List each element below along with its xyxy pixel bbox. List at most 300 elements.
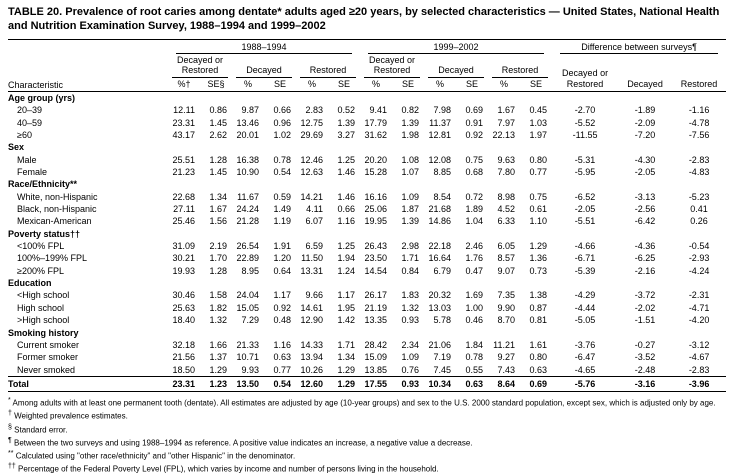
total-row — [8, 376, 726, 391]
value-cell: 1.28 — [209, 265, 227, 276]
value-cell: 0.48 — [273, 315, 291, 326]
value-cell: -2.83 — [688, 364, 710, 375]
value-cell: 23.31 — [168, 376, 200, 391]
value-cell: 0.78 — [273, 154, 291, 165]
section-row — [8, 327, 726, 339]
value-cell: 1.67 — [209, 204, 227, 215]
value-cell: 1.61 — [529, 339, 548, 350]
value-cell: 8.64 — [488, 376, 520, 391]
value-cell: 0.96 — [273, 117, 291, 128]
value-cell: 0.68 — [465, 167, 484, 178]
value-cell: 12.60 — [296, 376, 328, 391]
value-cell: 0.69 — [520, 376, 552, 391]
value-cell: 20.01 — [236, 130, 259, 140]
value-cell: 0.64 — [273, 265, 291, 276]
value-cell: 21.68 — [428, 204, 452, 215]
value-cell: -4.78 — [688, 117, 710, 128]
value-cell: 21.28 — [236, 216, 259, 227]
value-cell: 0.75 — [465, 154, 484, 165]
value-cell: 1.45 — [209, 167, 227, 178]
table-row — [8, 289, 726, 301]
value-cell: 8.57 — [497, 253, 516, 264]
section-label: Age group (yrs) — [8, 92, 76, 103]
value-cell: 15.05 — [236, 302, 259, 313]
value-cell: 12.81 — [428, 130, 452, 140]
value-cell: 12.11 — [173, 105, 195, 116]
value-cell: -3.72 — [634, 290, 656, 301]
value-cell: 1.82 — [209, 302, 227, 313]
col-diff-restored: Restored — [672, 54, 726, 92]
value-cell: 6.59 — [305, 241, 323, 252]
value-cell: -5.95 — [574, 167, 596, 178]
value-cell: 1.04 — [465, 216, 484, 227]
value-cell: 1.83 — [401, 290, 420, 301]
value-cell: 1.97 — [529, 130, 548, 140]
table-row — [8, 129, 726, 141]
value-cell: 0.86 — [209, 105, 227, 116]
value-cell: 14.21 — [300, 191, 323, 202]
value-cell: 1.66 — [209, 339, 227, 350]
col-header-pct: %† — [168, 78, 200, 92]
table-row — [8, 364, 726, 377]
value-cell: 1.94 — [337, 253, 356, 264]
col-diff-decayed: Decayed — [618, 54, 672, 92]
value-cell: -4.30 — [634, 154, 656, 165]
value-cell: 1.45 — [209, 117, 227, 128]
value-cell: 21.19 — [364, 302, 388, 313]
value-cell: -4.36 — [634, 241, 656, 252]
value-cell: 12.75 — [300, 117, 323, 128]
value-cell: 0.63 — [529, 364, 548, 375]
value-cell: 13.94 — [300, 352, 323, 363]
row-label: 100%–199% FPL — [17, 253, 88, 264]
section-label: Education — [8, 278, 52, 289]
value-cell: 20.32 — [428, 290, 452, 301]
value-cell: -3.52 — [634, 352, 656, 363]
value-cell: -7.56 — [688, 130, 710, 140]
value-cell: 1.34 — [209, 191, 227, 202]
value-cell: 1.36 — [529, 253, 548, 264]
value-cell: -2.09 — [634, 117, 656, 128]
value-cell: 1.58 — [209, 290, 227, 301]
value-cell: 1.38 — [529, 290, 548, 301]
value-cell: 1.39 — [401, 216, 420, 227]
value-cell: -5.31 — [574, 154, 596, 165]
value-cell: 1.98 — [401, 130, 420, 140]
table-row — [8, 215, 726, 227]
value-cell: 0.54 — [264, 376, 296, 391]
value-cell: 1.10 — [529, 216, 548, 227]
value-cell: -5.52 — [574, 117, 596, 128]
section-row — [8, 228, 726, 240]
value-cell: 8.95 — [241, 265, 259, 276]
value-cell: 7.43 — [497, 364, 516, 375]
section-label: Sex — [8, 142, 25, 153]
value-cell: 1.29 — [328, 376, 360, 391]
value-cell: -3.76 — [574, 339, 596, 350]
value-cell: 26.17 — [364, 290, 388, 301]
value-cell: 7.19 — [433, 352, 452, 363]
value-cell: -3.16 — [618, 376, 672, 391]
value-cell: 2.46 — [465, 241, 484, 252]
value-cell: 14.33 — [300, 339, 323, 350]
table-body — [8, 91, 726, 391]
value-cell: 7.29 — [241, 315, 259, 326]
col-header-pct: % — [488, 78, 520, 92]
value-cell: 20.20 — [364, 154, 388, 165]
row-label: ≥60 — [17, 130, 32, 140]
value-cell: 0.52 — [337, 105, 356, 116]
value-cell: 1.09 — [401, 352, 420, 363]
value-cell: 12.63 — [300, 167, 323, 178]
footnote: * Among adults with at least one permanent tooth (dentate). All estimates are adjusted by age (10-year groups) and sex to the U.S. 2000 standard population, except sex, which is adjusted only by age. — [8, 397, 716, 408]
row-label: High school — [17, 302, 65, 313]
value-cell: 6.79 — [433, 265, 452, 276]
value-cell: 9.41 — [369, 105, 388, 116]
footnote: ¶ Between the two surveys and using 1988–1994 as reference. A positive value indicates an increase, a negative value a decrease. — [8, 436, 473, 448]
row-label: <High school — [17, 290, 70, 301]
value-cell: 2.19 — [209, 241, 227, 252]
value-cell: 11.50 — [301, 253, 323, 264]
col-group-1999-2002: 1999–2002 — [360, 39, 552, 54]
value-cell: 32.18 — [172, 339, 195, 350]
table-row — [8, 154, 726, 166]
value-cell: -2.05 — [634, 167, 656, 178]
row-label: Never smoked — [17, 364, 76, 375]
section-row — [8, 277, 726, 289]
col-header-se: SE — [392, 78, 424, 92]
value-cell: 2.62 — [209, 130, 227, 140]
value-cell: 0.84 — [401, 265, 420, 276]
value-cell: 1.32 — [209, 315, 227, 326]
section-row — [8, 141, 726, 153]
value-cell: 1.91 — [273, 241, 291, 252]
value-cell: 25.51 — [172, 154, 195, 165]
value-cell: 0.75 — [529, 191, 548, 202]
value-cell: -2.16 — [634, 265, 656, 276]
col-header-se: SE — [456, 78, 488, 92]
row-label: 20–39 — [17, 105, 43, 116]
value-cell: 0.63 — [456, 376, 488, 391]
value-cell: 27.11 — [173, 204, 195, 215]
value-cell: 1.39 — [337, 117, 356, 128]
value-cell: -2.56 — [634, 204, 656, 215]
col-header-se: SE — [520, 78, 552, 92]
value-cell: -5.51 — [574, 216, 596, 227]
value-cell: 0.81 — [529, 315, 548, 326]
value-cell: 0.59 — [273, 191, 291, 202]
value-cell: 18.50 — [172, 364, 195, 375]
section-row — [8, 178, 726, 190]
col-diff-decayed-or-restored: Decayed or Restored — [552, 54, 618, 92]
value-cell: -6.71 — [574, 253, 596, 264]
section-label: Smoking history — [8, 327, 79, 338]
value-cell: 25.46 — [172, 216, 195, 227]
header-group-row — [8, 39, 726, 54]
value-cell: -5.76 — [552, 376, 618, 391]
col-header-pct: % — [360, 78, 392, 92]
value-cell: 1.23 — [200, 376, 232, 391]
value-cell: 1.46 — [337, 167, 356, 178]
value-cell: -4.20 — [688, 315, 710, 326]
value-cell: 7.35 — [497, 290, 516, 301]
value-cell: 7.80 — [497, 167, 516, 178]
table-row — [8, 339, 726, 351]
row-label: Male — [17, 154, 37, 165]
table-row — [8, 203, 726, 215]
value-cell: -5.39 — [574, 265, 596, 276]
value-cell: 1.16 — [337, 216, 356, 227]
value-cell: 1.76 — [465, 253, 484, 264]
row-label: Female — [17, 167, 48, 178]
value-cell: 0.46 — [465, 315, 484, 326]
value-cell: -4.44 — [574, 302, 596, 313]
value-cell: 1.17 — [337, 290, 356, 301]
value-cell: 1.69 — [465, 290, 484, 301]
value-cell: -2.93 — [688, 253, 710, 264]
value-cell: 9.87 — [241, 105, 259, 116]
value-cell: -1.51 — [634, 315, 656, 326]
value-cell: 0.63 — [273, 352, 291, 363]
value-cell: 11.37 — [429, 117, 452, 128]
col-header-se: SE§ — [200, 78, 232, 92]
value-cell: 8.85 — [433, 167, 452, 178]
value-cell: 1.84 — [465, 339, 484, 350]
value-cell: -2.05 — [574, 204, 596, 215]
col-sub-decayed: Decayed — [232, 54, 296, 78]
value-cell: 0.82 — [401, 105, 420, 116]
value-cell: -7.20 — [634, 130, 656, 140]
row-label: <100% FPL — [17, 241, 65, 252]
value-cell: 24.24 — [236, 204, 259, 215]
value-cell: 9.93 — [241, 364, 259, 375]
value-cell: 1.89 — [465, 204, 484, 215]
value-cell: 1.29 — [529, 241, 548, 252]
value-cell: -4.67 — [688, 352, 710, 363]
value-cell: 0.73 — [529, 265, 548, 276]
value-cell: 15.28 — [364, 167, 388, 178]
value-cell: 1.24 — [337, 265, 356, 276]
value-cell: 14.61 — [300, 302, 323, 313]
value-cell: 0.87 — [529, 302, 548, 313]
value-cell: 1.37 — [209, 352, 227, 363]
value-cell: -3.96 — [672, 376, 726, 391]
value-cell: 1.32 — [401, 302, 420, 313]
value-cell: 23.31 — [172, 117, 195, 128]
row-label: Total — [8, 376, 168, 391]
col-header-pct: % — [424, 78, 456, 92]
value-cell: 13.85 — [364, 364, 388, 375]
value-cell: -1.89 — [634, 105, 656, 116]
col-sub-decayed: Decayed — [424, 54, 488, 78]
value-cell: 1.16 — [273, 339, 291, 350]
value-cell: -0.27 — [634, 339, 656, 350]
table-row — [8, 252, 726, 264]
value-cell: 25.63 — [172, 302, 195, 313]
value-cell: 10.34 — [424, 376, 456, 391]
row-label: Black, non-Hispanic — [17, 204, 97, 215]
value-cell: 18.40 — [172, 315, 195, 326]
value-cell: 1.20 — [273, 253, 291, 264]
value-cell: 43.17 — [172, 130, 195, 140]
row-label: >High school — [17, 315, 70, 326]
value-cell: 22.68 — [172, 191, 195, 202]
value-cell: -3.12 — [688, 339, 710, 350]
value-cell: 2.98 — [401, 241, 420, 252]
value-cell: 0.55 — [465, 364, 484, 375]
value-cell: 16.64 — [428, 253, 452, 264]
value-cell: 1.71 — [401, 253, 420, 264]
value-cell: 14.86 — [428, 216, 452, 227]
value-cell: 30.46 — [172, 290, 195, 301]
value-cell: 12.46 — [300, 154, 323, 165]
table-title: TABLE 20. Prevalence of root caries among dentate* adults aged ≥20 years, by selected characteristics — United States, National Health and Nutrition Examination Survey, 1988–1994 and 1999–2002 — [8, 6, 720, 33]
value-cell: 1.95 — [337, 302, 356, 313]
value-cell: 0.54 — [273, 167, 291, 178]
value-cell: 1.49 — [273, 204, 291, 215]
footnote: †† Percentage of the Federal Poverty Level (FPL), which varies by income and number of persons living in the household. — [8, 463, 439, 474]
value-cell: -2.83 — [688, 154, 710, 165]
value-cell: 19.93 — [172, 265, 195, 276]
value-cell: 31.09 — [172, 241, 195, 252]
value-cell: 13.31 — [300, 265, 323, 276]
row-label: ≥200% FPL — [17, 265, 64, 276]
row-label: 40–59 — [17, 117, 43, 128]
value-cell: -11.55 — [572, 130, 598, 140]
footnote: † Weighted prevalence estimates. — [8, 410, 128, 422]
value-cell: 1.07 — [401, 167, 420, 178]
value-cell: 0.92 — [465, 130, 484, 140]
value-cell: 1.29 — [209, 364, 227, 375]
table-row — [8, 265, 726, 277]
value-cell: 0.45 — [529, 105, 548, 116]
section-label: Poverty status†† — [8, 228, 81, 239]
value-cell: -2.48 — [634, 364, 656, 375]
value-cell: 0.72 — [465, 191, 484, 202]
value-cell: 9.07 — [497, 265, 516, 276]
value-cell: 31.62 — [364, 130, 388, 140]
table-row — [8, 117, 726, 129]
row-label: Former smoker — [17, 352, 79, 363]
value-cell: -4.66 — [574, 241, 596, 252]
value-cell: -6.52 — [574, 191, 596, 202]
value-cell: 7.98 — [433, 105, 452, 116]
value-cell: 22.13 — [492, 130, 516, 140]
value-cell: 21.06 — [428, 339, 452, 350]
value-cell: -4.29 — [574, 290, 596, 301]
value-cell: 11.67 — [237, 191, 259, 202]
section-label: Race/Ethnicity** — [8, 179, 78, 190]
col-sub-decayed-or-restored: Decayed or Restored — [168, 54, 232, 78]
value-cell: 11.21 — [493, 339, 516, 350]
col-header-se: SE — [264, 78, 296, 92]
value-cell: -1.16 — [688, 105, 710, 116]
value-cell: 9.66 — [305, 290, 323, 301]
value-cell: 17.55 — [360, 376, 392, 391]
value-cell: 1.02 — [273, 130, 291, 140]
value-cell: 9.63 — [497, 154, 516, 165]
value-cell: 0.66 — [273, 105, 291, 116]
value-cell: 19.95 — [364, 216, 388, 227]
value-cell: -4.24 — [688, 265, 710, 276]
value-cell: 13.50 — [232, 376, 264, 391]
value-cell: 25.06 — [364, 204, 388, 215]
value-cell: 1.71 — [337, 339, 356, 350]
value-cell: 10.71 — [236, 352, 259, 363]
value-cell: 1.03 — [529, 117, 548, 128]
value-cell: 0.77 — [273, 364, 291, 375]
value-cell: 1.25 — [337, 154, 356, 165]
row-label: White, non-Hispanic — [17, 191, 98, 202]
value-cell: 12.90 — [300, 315, 323, 326]
value-cell: 9.27 — [497, 352, 516, 363]
value-cell: 0.93 — [401, 315, 420, 326]
footnotes — [8, 396, 726, 475]
value-cell: 16.16 — [364, 191, 388, 202]
value-cell: 1.46 — [337, 191, 356, 202]
value-cell: 1.67 — [497, 105, 516, 116]
value-cell: -4.65 — [574, 364, 596, 375]
row-label: Current smoker — [17, 339, 80, 350]
value-cell: 28.42 — [364, 339, 388, 350]
value-cell: 1.87 — [401, 204, 420, 215]
value-cell: -2.70 — [574, 105, 596, 116]
value-cell: 0.91 — [465, 117, 484, 128]
value-cell: 1.42 — [337, 315, 356, 326]
table-row — [8, 314, 726, 326]
footnote: § Standard error. — [8, 423, 68, 435]
value-cell: 6.05 — [497, 241, 516, 252]
table-row — [8, 351, 726, 363]
value-cell: 8.54 — [433, 191, 452, 202]
value-cell: 7.45 — [433, 364, 452, 375]
value-cell: 26.54 — [236, 241, 259, 252]
value-cell: 9.90 — [497, 302, 516, 313]
value-cell: 10.26 — [300, 364, 323, 375]
value-cell: 22.89 — [236, 253, 259, 264]
value-cell: 0.66 — [337, 204, 356, 215]
col-header-se: SE — [328, 78, 360, 92]
col-header-pct: % — [232, 78, 264, 92]
value-cell: 0.80 — [529, 352, 548, 363]
col-header-characteristic: Characteristic — [8, 39, 168, 91]
value-cell: 8.70 — [497, 315, 516, 326]
value-cell: 2.34 — [401, 339, 420, 350]
value-cell: 6.33 — [497, 216, 516, 227]
col-sub-restored: Restored — [296, 54, 360, 78]
value-cell: 1.00 — [465, 302, 484, 313]
value-cell: -4.83 — [688, 167, 710, 178]
value-cell: 23.50 — [364, 253, 388, 264]
value-cell: 1.09 — [401, 191, 420, 202]
value-cell: 1.17 — [273, 290, 291, 301]
value-cell: 10.90 — [236, 167, 259, 178]
value-cell: 1.56 — [209, 216, 227, 227]
value-cell: 0.69 — [465, 105, 484, 116]
value-cell: 0.92 — [273, 302, 291, 313]
value-cell: 0.93 — [392, 376, 424, 391]
value-cell: 1.19 — [273, 216, 291, 227]
value-cell: 4.11 — [306, 204, 323, 215]
col-group-difference: Difference between surveys¶ — [552, 39, 726, 54]
value-cell: -0.54 — [688, 241, 710, 252]
value-cell: 0.77 — [529, 167, 548, 178]
value-cell: 15.09 — [364, 352, 388, 363]
value-cell: 12.08 — [428, 154, 452, 165]
value-cell: 30.21 — [172, 253, 195, 264]
value-cell: 1.25 — [337, 241, 356, 252]
value-cell: 1.29 — [337, 364, 356, 375]
